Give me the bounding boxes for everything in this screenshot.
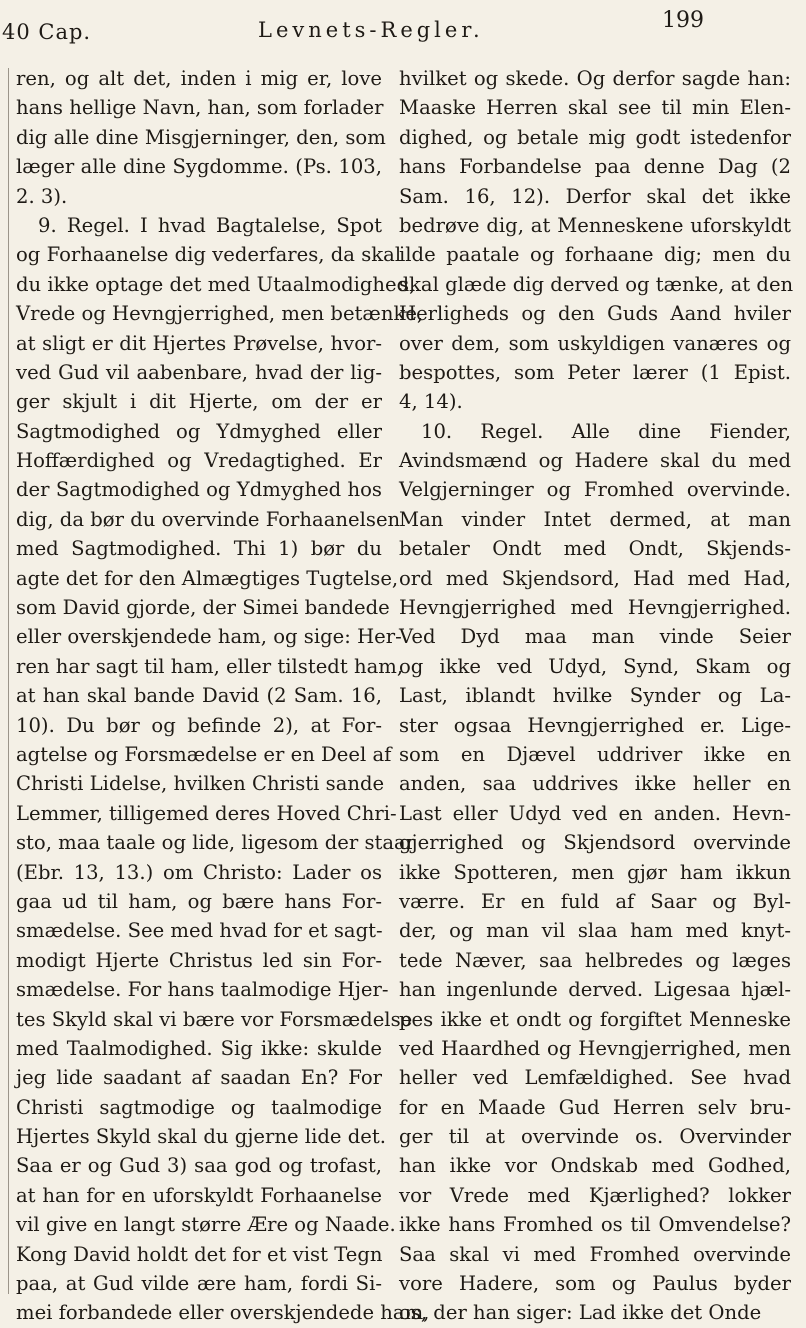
text-line: Saa er og Gud 3) saa god og trofast, — [16, 1154, 382, 1178]
text-line: som en Djævel uddriver ikke en — [399, 742, 791, 766]
text-line: hans hellige Navn, han, som forlader — [16, 96, 384, 120]
right-column — [399, 64, 794, 1328]
text-line: 10). Du bør og befinde 2), at For- — [16, 713, 382, 737]
text-line: ren har sagt til ham, eller tilstedt ham, — [16, 654, 404, 678]
text-line: tes Skyld skal vi bære vor Forsmædelse — [16, 1007, 413, 1031]
text-line: pes ikke et ondt og forgiftet Menneske — [399, 1007, 791, 1031]
text-line: gjerrighed og Skjendsord overvinde — [399, 831, 791, 855]
text-line: han ingenlunde derved. Ligesaa hjæl- — [399, 978, 791, 1002]
text-line: paa, at Gud vilde ære ham, fordi Si- — [16, 1272, 382, 1296]
text-line: heller ved Lemfældighed. See hvad — [399, 1066, 791, 1090]
text-line: os, der han siger: Lad ikke det Onde — [399, 1301, 762, 1325]
text-line: Saa skal vi med Fromhed overvinde — [399, 1242, 791, 1266]
text-line: Hevngjerrighed med Hevngjerrighed. — [399, 596, 791, 620]
text-line: ord med Skjendsord, Had med Had, — [399, 566, 791, 590]
text-line: der, og man vil slaa ham med knyt- — [399, 919, 791, 943]
text-line: ger til at overvinde os. Overvinder — [399, 1125, 791, 1149]
text-line: Hjertes Skyld skal du gjerne lide det. — [16, 1125, 386, 1149]
text-line: der Sagtmodighed og Ydmyghed hos — [16, 478, 382, 502]
text-line: værre. Er en fuld af Saar og Byl- — [399, 889, 791, 913]
text-line: tede Næver, saa helbredes og læges — [399, 948, 791, 972]
text-line: over dem, som uskyldigen vanæres og — [399, 331, 791, 355]
text-line: Lemmer, tilligemed deres Hoved Chri- — [16, 801, 397, 825]
chapter-label: 40 Cap. — [2, 20, 92, 44]
text-line: gaa ud til ham, og bære hans For- — [16, 889, 382, 913]
text-line: betaler Ondt med Ondt, Skjends- — [399, 537, 791, 561]
text-line: ikke Spotteren, men gjør ham ikkun — [399, 860, 791, 884]
text-line: agte det for den Almægtiges Tugtelse, — [16, 566, 399, 590]
text-line: Last eller Udyd ved en anden. Hevn- — [399, 801, 791, 825]
text-line: Last, iblandt hvilke Synder og La- — [399, 684, 791, 708]
text-line: og Forhaanelse dig vederfares, da skal — [16, 243, 402, 267]
text-line: ved Haardhed og Hevngjerrighed, men — [399, 1036, 791, 1060]
text-line: Herligheds og den Guds Aand hviler — [399, 302, 791, 326]
text-line: Velgjerninger og Fromhed overvinde. — [399, 478, 791, 502]
text-line: Maaske Herren skal see til min Elen- — [399, 96, 791, 120]
text-line: 2. 3). — [16, 184, 68, 208]
text-line: læger alle dine Sygdomme. (Ps. 103, — [16, 155, 382, 179]
text-line: at han skal bande David (2 Sam. 16, — [16, 684, 382, 708]
text-line: bedrøve dig, at Menneskene uforskyldt — [399, 213, 791, 237]
text-line: (Ebr. 13, 13.) om Christo: Lader os — [16, 860, 382, 884]
text-line: ren, og alt det, inden i mig er, love — [16, 67, 382, 90]
text-line: sto, maa taale og lide, ligesom der staar — [16, 831, 416, 855]
page-number: 199 — [662, 8, 704, 33]
text-line: eller overskjendede ham, og sige: Her- — [16, 625, 402, 649]
text-line: ster ogsaa Hevngjerrighed er. Lige- — [399, 713, 791, 737]
text-line: agtelse og Forsmædelse er en Deel af — [16, 742, 392, 766]
text-line: vor Vrede med Kjærlighed? lokker — [399, 1183, 791, 1207]
text-line: skal glæde dig derved og tænke, at den — [399, 272, 794, 296]
text-line: med Sagtmodighed. Thi 1) bør du — [16, 537, 382, 561]
text-line: med Taalmodighed. Sig ikke: skulde — [16, 1036, 382, 1060]
text-line: dighed, og betale mig godt istedenfor — [399, 125, 791, 149]
text-line: ved Gud vil aabenbare, hvad der lig- — [16, 360, 382, 384]
text-line: vore Hadere, som og Paulus byder — [399, 1272, 791, 1296]
text-line: 4, 14). — [399, 390, 463, 414]
text-line: ikke hans Fromhed os til Omvendelse? — [399, 1213, 791, 1237]
text-line: at han for en uforskyldt Forhaanelse — [16, 1183, 382, 1207]
text-line: han ikke vor Ondskab med Godhed, — [399, 1154, 791, 1178]
text-line: Kong David holdt det for et vist Tegn — [16, 1242, 383, 1266]
text-line: Ved Dyd maa man vinde Seier — [399, 625, 791, 649]
text-line: at sligt er dit Hjertes Prøvelse, hvor- — [16, 331, 382, 355]
text-line: ger skjult i dit Hjerte, om der er — [16, 390, 382, 414]
text-line: dig, da bør du overvinde Forhaanelsen — [16, 507, 401, 531]
text-line: Christi Lidelse, hvilken Christi sande — [16, 772, 385, 796]
text-line: hvilket og skede. Og derfor sagde han: — [399, 67, 791, 90]
text-line: mei forbandede eller overskjendede ham, — [16, 1301, 430, 1325]
text-line: og ikke ved Udyd, Synd, Skam og — [399, 654, 791, 678]
text-line: du ikke optage det med Utaalmodighed, — [16, 272, 416, 296]
text-line: Sagtmodighed og Ydmyghed eller — [16, 419, 382, 443]
text-line: ilde paatale og forhaane dig; men du — [399, 243, 791, 267]
text-line: Hoffærdighed og Vredagtighed. Er — [16, 449, 382, 473]
text-line: Sam. 16, 12). Derfor skal det ikke — [399, 184, 791, 208]
text-line: Vrede og Hevngjerrighed, men betænke, — [16, 302, 424, 326]
text-line: Man vinder Intet dermed, at man — [399, 507, 791, 531]
text-line: anden, saa uddrives ikke heller en — [399, 772, 791, 796]
text-line: hans Forbandelse paa denne Dag (2 — [399, 155, 791, 179]
page-header — [0, 8, 806, 48]
text-line: jeg lide saadant af saadan En? For — [16, 1066, 382, 1090]
text-line: Christi sagtmodige og taalmodige — [16, 1095, 382, 1119]
text-line: vil give en langt større Ære og Naade. — [16, 1213, 396, 1237]
running-title: Levnets-Regler. — [258, 18, 484, 42]
text-line: 9. Regel. I hvad Bagtalelse, Spot — [38, 213, 382, 237]
text-line: 10. Regel. Alle dine Fiender, — [421, 419, 791, 443]
text-line: for en Maade Gud Herren selv bru- — [399, 1095, 791, 1119]
left-column — [16, 64, 430, 1328]
text-line: dig alle dine Misgjerninger, den, som — [16, 125, 386, 149]
text-line: smædelse. See med hvad for et sagt- — [16, 919, 383, 943]
margin-rule — [8, 68, 9, 1294]
text-line: som David gjorde, der Simei bandede — [16, 596, 390, 620]
text-line: smædelse. For hans taalmodige Hjer- — [16, 978, 389, 1002]
text-line: modigt Hjerte Christus led sin For- — [16, 948, 382, 972]
text-line: bespottes, som Peter lærer (1 Epist. — [399, 360, 791, 384]
text-line: Avindsmænd og Hadere skal du med — [399, 449, 791, 473]
